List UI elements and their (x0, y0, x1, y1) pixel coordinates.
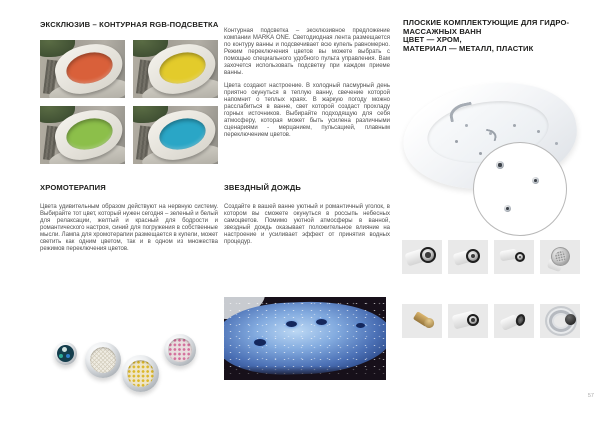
chromo-lamps-photo (30, 292, 220, 417)
components-row-2 (402, 304, 580, 341)
yellow-led-face (127, 360, 154, 387)
control-dot-white (62, 347, 67, 352)
jet-detail (504, 205, 511, 212)
component-photo-shower-hose (540, 304, 580, 338)
rgb-bathtub-photo-grid (40, 40, 218, 164)
jet-dark (254, 339, 266, 346)
jet-face (420, 247, 436, 263)
component-photo-mini-jet (494, 240, 534, 274)
jet-dark (316, 319, 327, 325)
rgb-paragraph-2: Цвета создают настроение. В холодный пасмурный день приятно окунуться в теплую ванну, свечение которой напомнит о теплых краях. В жаркую погоду можно расслабиться в ванне, свет которой создаст прохладу горных источников. Выбирайте подходящую для себя атмосферу, которая может быть усилена различными сценариями - мерцанием, пульсацией, плавным переключением цветов. (224, 83, 390, 138)
jet-detail (532, 177, 539, 184)
component-cell (540, 304, 580, 341)
jet-dots (465, 124, 468, 127)
rgb-section-title: ЭКСКЛЮЗИВ – КОНТУРНАЯ RGB-ПОДСВЕТКА (40, 20, 219, 29)
rgb-bathtub-photo-red (40, 40, 125, 98)
waffle-lamp-face (90, 347, 117, 374)
pink-led-face (168, 338, 192, 362)
components-title-line-3: ЦВЕТ — ХРОМ, (403, 35, 462, 44)
yellow-led-lamp (122, 355, 159, 392)
component-cell (494, 304, 534, 341)
rgb-bathtub-photo-cyan (133, 106, 218, 164)
jet-detail (496, 161, 504, 169)
photo-shadow (224, 366, 386, 380)
star-body-copy: Создайте в вашей ванне уютный и романтичный уголок, в котором вы сможете окунуться в россыпь небесных самоцветов. Помимо уютной атмосферы в ванной, звездный дождь оказывает положительное влияние на настроение и усиливает эффект от принятия водных процедур. (224, 204, 390, 245)
component-cell (448, 304, 488, 341)
control-dot-green (59, 354, 64, 359)
nozzle-face (514, 313, 526, 327)
components-title-line-4: МАТЕРИАЛ — МЕТАЛЛ, ПЛАСТИК (403, 43, 534, 53)
components-title-line-1: ПЛОСКИЕ КОМПЛЕКТУЮЩИЕ ДЛЯ ГИДРО- (403, 18, 570, 27)
hydromassage-bathtub-photo (399, 64, 587, 236)
regulator-face (467, 314, 479, 326)
control-face (57, 345, 74, 362)
jet-face (515, 252, 525, 262)
component-photo-aero-jet (540, 240, 580, 274)
component-cell (402, 240, 442, 277)
component-photo-nozzle (494, 304, 534, 338)
coiled-hose (545, 306, 577, 336)
waffle-lamp (85, 342, 121, 378)
chromo-body-copy: Цвета удивительным образом действуют на нервную систему. Выбирайте тот цвет, который нужен сегодня – зеленый и белый для релаксации, желтый и красный для бодрости и романтического настроя, синий для погружения в собственные мысли. Лампа для хромотерапии размещается в купели, может светить как одним цветом, так и в одном из множества режимов переключения цветов. (40, 204, 218, 252)
rgb-body-copy (224, 28, 390, 139)
component-cell (540, 240, 580, 277)
rgb-bathtub-photo-green (40, 106, 125, 164)
jet-face (466, 249, 480, 263)
rgb-paragraph-1: Контурная подсветка – эксклюзивное предложение компании MARKA ONE. Светодиодная лента размещается по контуру ванны и подсвечивает всю купель равномерно. Режим переключения цветов вы можете выбрать с помощью специального удобного пульта управления. Вам захочется использовать подсветку при каждом приеме ванны. (224, 28, 390, 76)
chromo-section-title: ХРОМОТЕРАПИЯ (40, 183, 106, 192)
control-dot-blue (66, 354, 71, 359)
component-photo-air-regulator (448, 304, 488, 338)
component-cell (494, 240, 534, 277)
component-photo-hydro-jet-mini (448, 240, 488, 274)
component-cell (448, 240, 488, 277)
component-photo-hydro-jet (402, 240, 442, 274)
component-photo-brass-fitting (402, 304, 442, 338)
pink-led-lamp (164, 334, 196, 366)
page-number: 57 (587, 393, 594, 399)
star-section-title: ЗВЕЗДНЫЙ ДОЖДЬ (224, 183, 302, 192)
components-section-title (403, 19, 587, 53)
star-rain-bathtub-photo (224, 297, 386, 380)
detail-magnifier-circle (473, 142, 567, 236)
component-cell (402, 304, 442, 341)
jet-dark (356, 323, 365, 328)
components-row-1 (402, 240, 580, 277)
control-button (54, 342, 77, 365)
jet-dark (286, 321, 297, 327)
rgb-bathtub-photo-yellow (133, 40, 218, 98)
brass-nozzle (413, 311, 432, 328)
components-title-line-2: МАССАЖНЫХ ВАНН (403, 26, 482, 36)
